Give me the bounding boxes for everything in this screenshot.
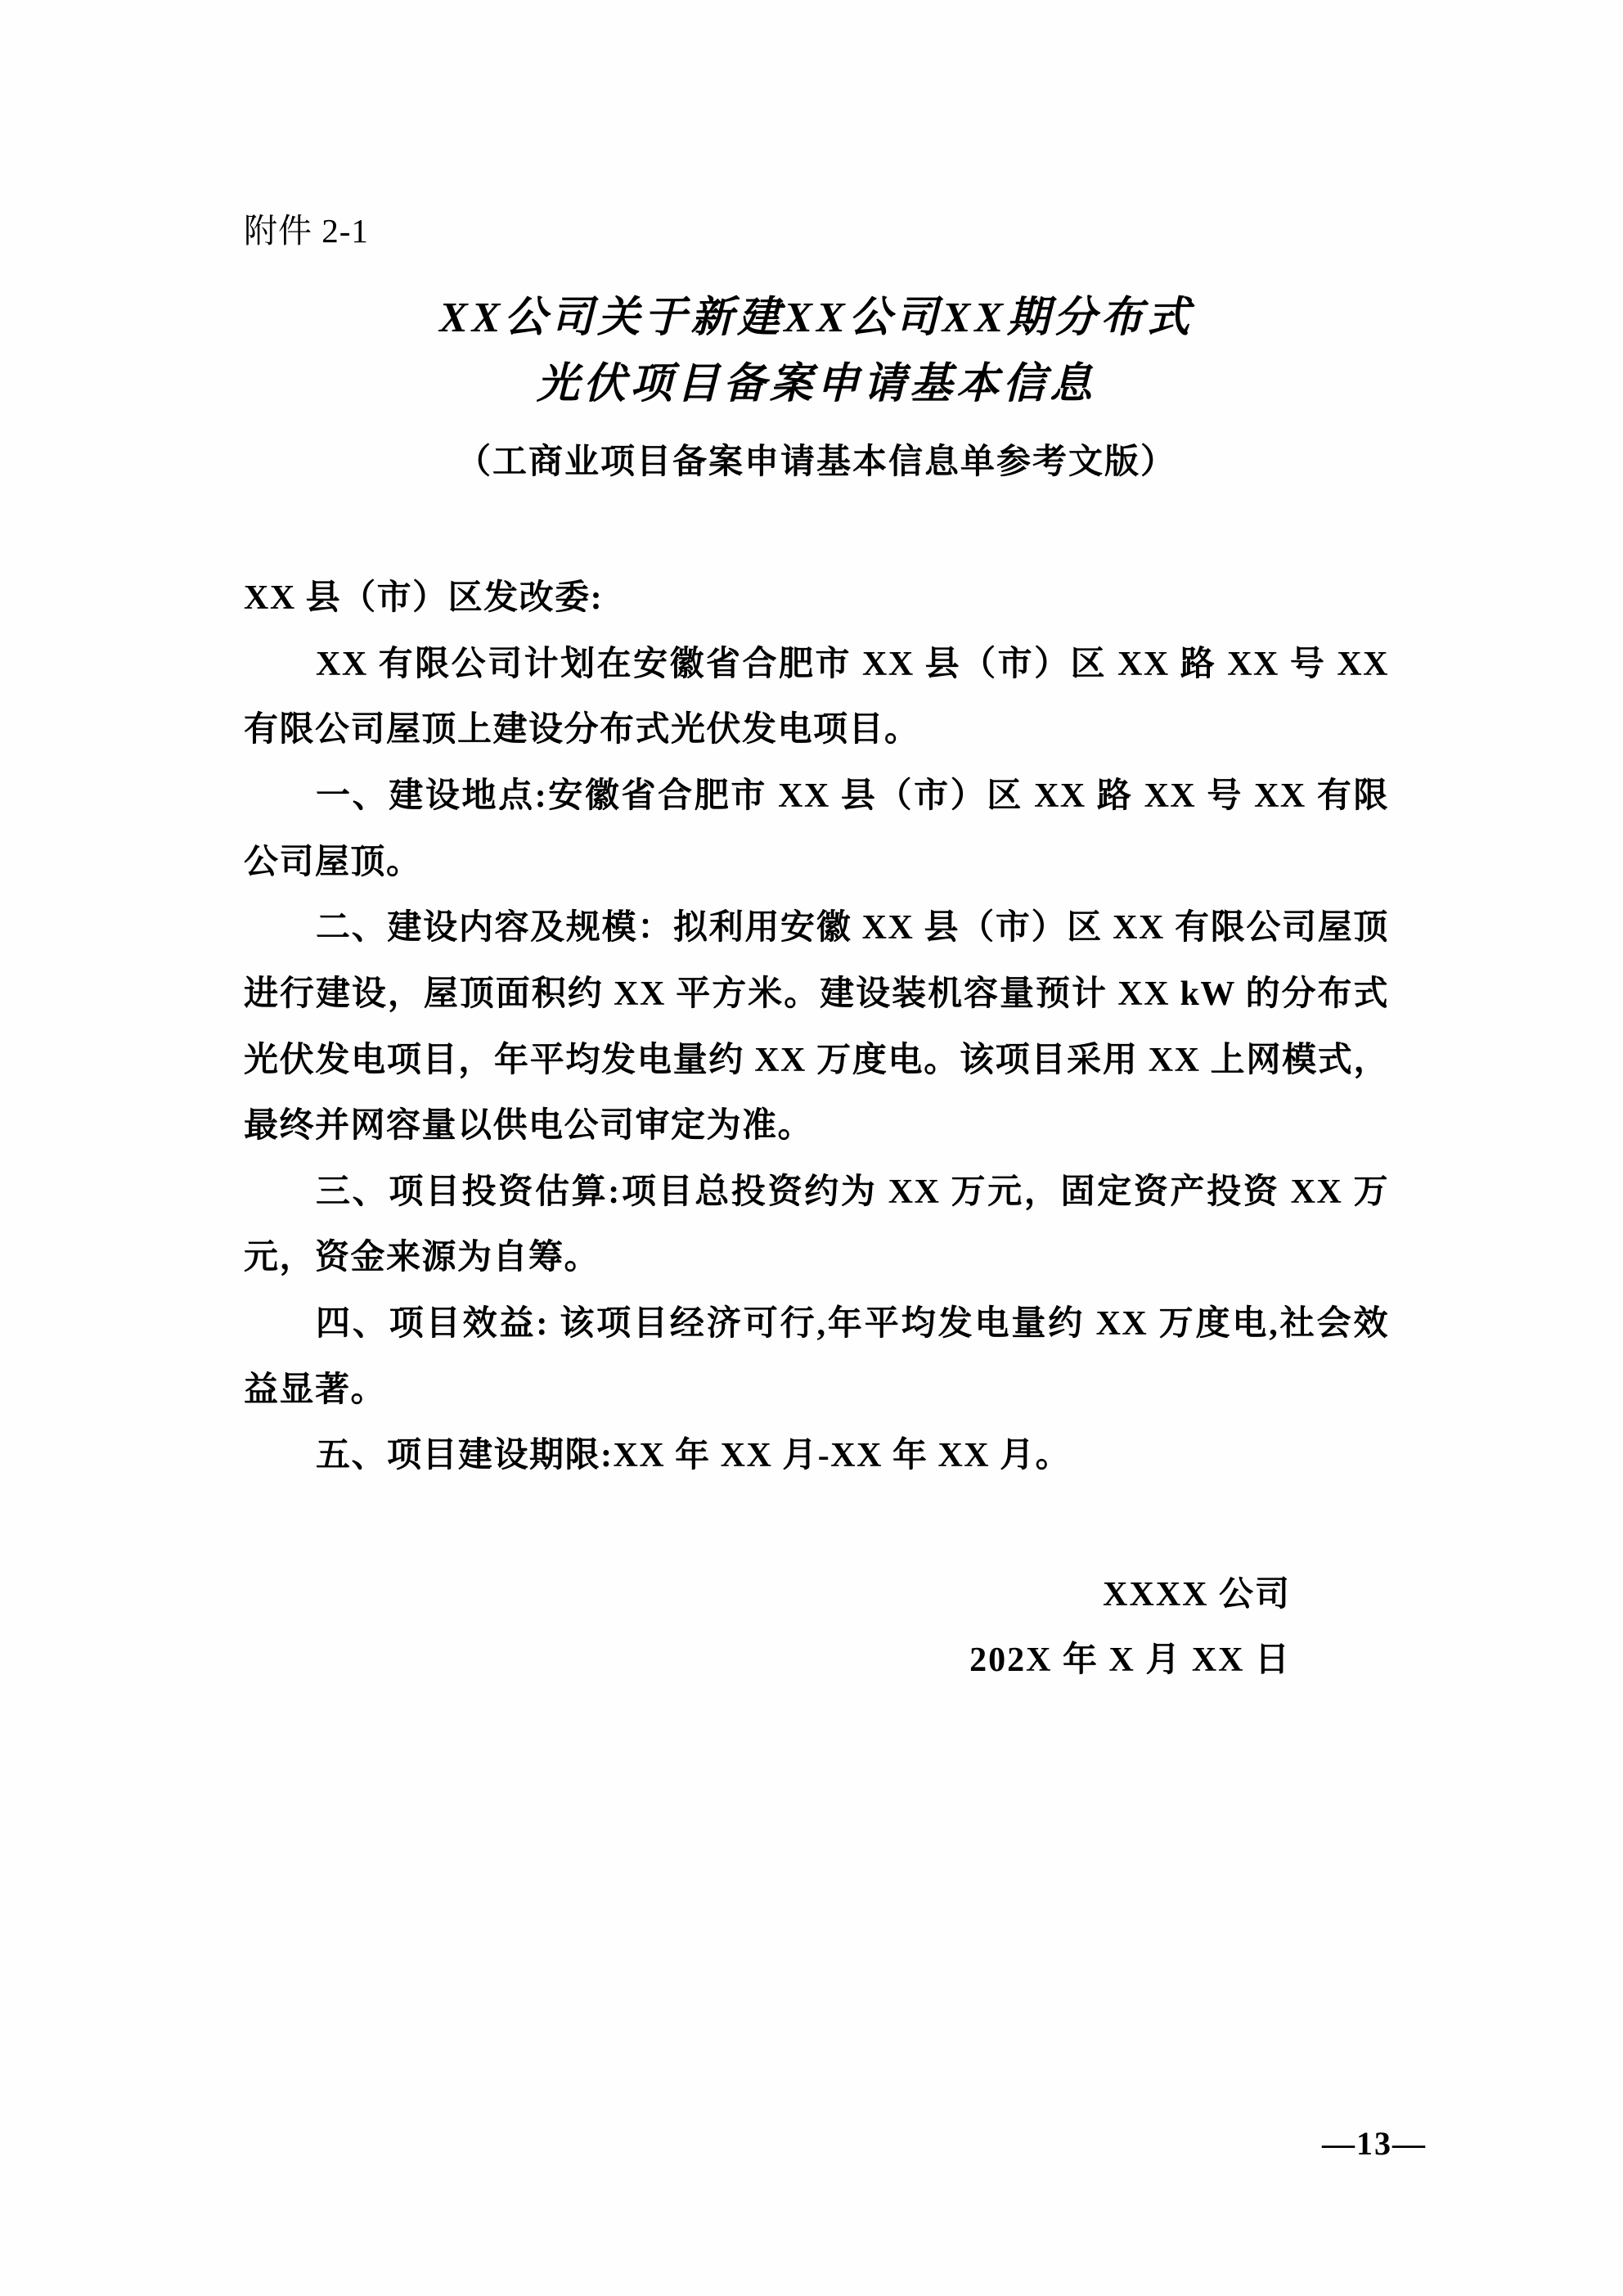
paragraph-item-5-schedule: 五、项目建设期限:XX 年 XX 月-XX 年 XX 月。 <box>316 1437 1072 1475</box>
page-title-line-1: XX公司关于新建XX公司XX期分布式 <box>438 295 1194 342</box>
page-number: —13— <box>1322 2125 1427 2162</box>
paragraph-item-4-benefit: 四、项目效益: 该项目经济可行,年平均发电量约 XX 万度电,社会效益显著。 <box>244 1305 1389 1409</box>
document-content <box>244 0 1389 1694</box>
signature-date: 202X 年 X 月 XX 日 <box>969 1641 1291 1679</box>
signature-block <box>244 1563 1389 1694</box>
paragraph-intro: XX 有限公司计划在安徽省合肥市 XX 县（市）区 XX 路 XX 号 XX 有限公司屋顶上建设分布式光伏发电项目。 <box>244 645 1389 750</box>
paragraph-item-3-investment: 三、项目投资估算:项目总投资约为 XX 万元，固定资产投资 XX 万元，资金来源为自筹。 <box>244 1173 1389 1277</box>
attachment-label: 附件 2-1 <box>244 212 369 250</box>
page-title-line-2: 光伏项目备案申请基本信息 <box>536 360 1096 407</box>
page-title <box>244 286 1389 417</box>
document-body <box>244 565 1389 1489</box>
salutation: XX 县（市）区发改委: <box>244 579 604 618</box>
paragraph-item-2-scope: 二、建设内容及规模：拟利用安徽 XX 县（市）区 XX 有限公司屋顶进行建设，屋顶面积约 XX 平方米。建设装机容量预计 XX kW 的分布式光伏发电项目，年平均发电量约 XX 万度电。该项目采用 XX 上网模式，最终并网容量以供电公司审定为准。 <box>244 909 1389 1146</box>
signature-company: XXXX 公司 <box>1103 1575 1291 1614</box>
paragraph-item-1-location: 一、建设地点:安徽省合肥市 XX 县（市）区 XX 路 XX 号 XX 有限公司屋顶。 <box>244 777 1389 881</box>
page-subtitle: （工商业项目备案申请基本信息单参考文版） <box>456 443 1176 482</box>
